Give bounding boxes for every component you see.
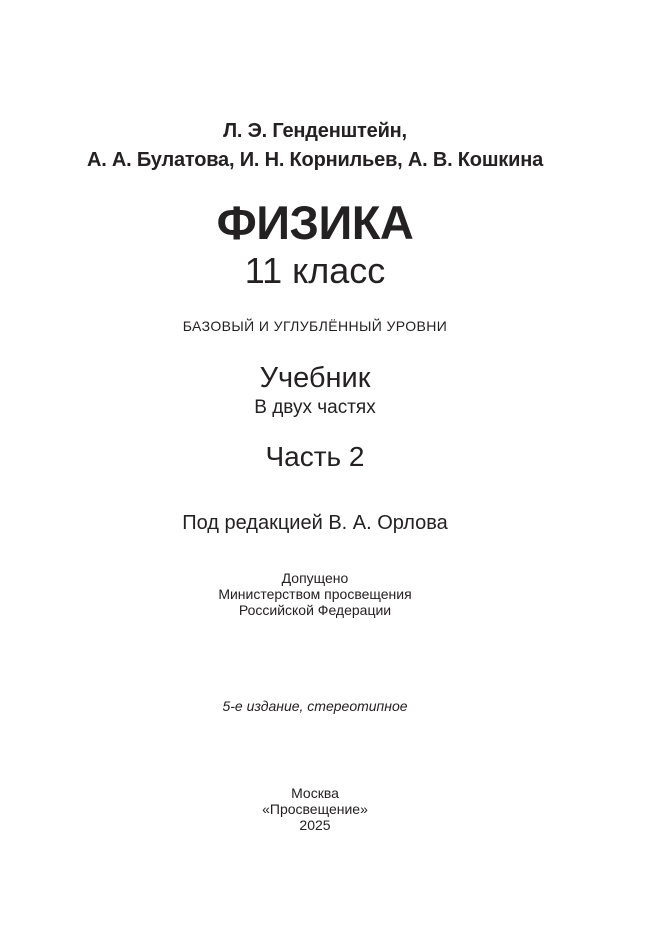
grade-label: 11 класс [244,250,386,291]
imprint-city: Москва [291,785,339,801]
authors [0,117,630,175]
authors-line1: Л. Э. Генденштейн, [223,120,407,142]
parts-note: В двух частях [254,397,376,418]
imprint-year: 2025 [299,817,331,833]
approval-line1: Допущено [281,570,349,586]
edition-note: 5-е издание, стереотипное [222,698,408,714]
book-title: ФИЗИКА [216,196,414,249]
imprint-publisher: «Просвещение» [262,801,368,817]
approval-note [0,570,630,618]
authors-line2: А. А. Булатова, И. Н. Корнильев, А. В. Кошкина [86,149,544,171]
approval-line2: Министерством просвещения [218,586,412,602]
part-number: Часть 2 [265,441,365,472]
level-note: БАЗОВЫЙ И УГЛУБЛЁННЫЙ УРОВНИ [182,318,448,334]
imprint [0,785,630,833]
editor-note: Под редакцией В. А. Орлова [182,512,448,534]
approval-line3: Российской Федерации [238,602,392,618]
book-type-label: Учебник [259,362,371,394]
